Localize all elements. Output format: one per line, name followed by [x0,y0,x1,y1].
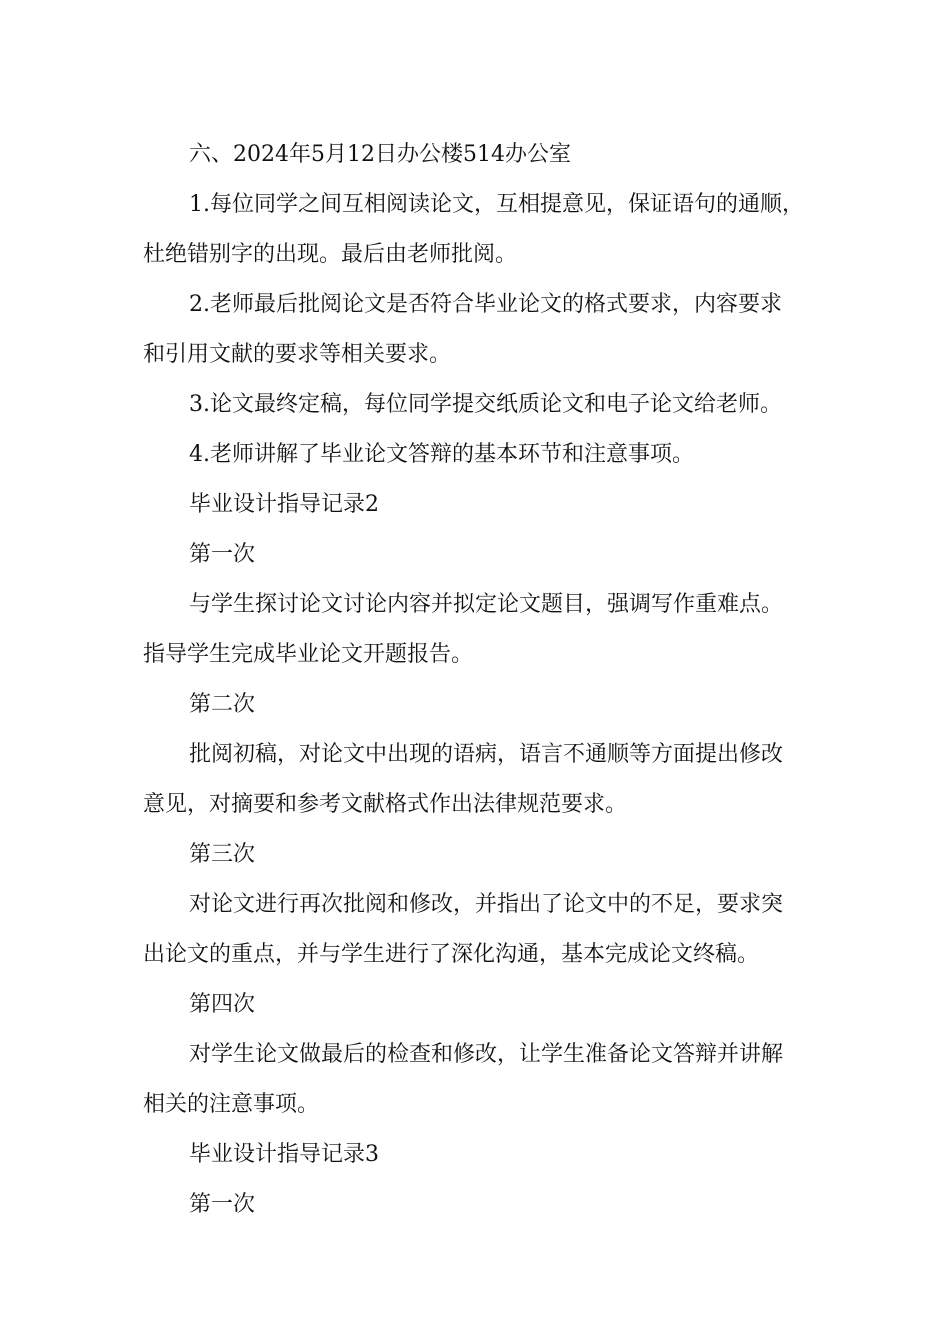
paragraph-line: 对学生论文做最后的检查和修改，让学生准备论文答辩并讲解 [189,1042,784,1067]
paragraph-line: 相关的注意事项。 [143,1092,320,1117]
paragraph-line: 和引用文献的要求等相关要求。 [143,342,452,367]
paragraph-line: 与学生探讨论文讨论内容并拟定论文题目，强调写作重难点。 [189,592,784,617]
paragraph-line: 1.每位同学之间互相阅读论文，互相提意见，保证语句的通顺， [189,192,804,217]
paragraph-line: 批阅初稿，对论文中出现的语病，语言不通顺等方面提出修改 [189,742,784,767]
record-title: 毕业设计指导记录2 [189,492,379,517]
paragraph-line: 3.论文最终定稿，每位同学提交纸质论文和电子论文给老师。 [189,392,782,417]
paragraph-line: 意见，对摘要和参考文献格式作出法律规范要求。 [143,792,628,817]
section-heading-location: 六、2024年5月12日办公楼514办公室 [189,142,571,167]
paragraph-line: 对论文进行再次批阅和修改，并指出了论文中的不足，要求突 [189,892,784,917]
document-body [143,130,813,1230]
paragraph-line: 2.老师最后批阅论文是否符合毕业论文的格式要求，内容要求 [189,292,782,317]
session-heading: 第一次 [189,1192,256,1217]
record-title: 毕业设计指导记录3 [189,1142,379,1167]
paragraph-line: 4.老师讲解了毕业论文答辩的基本环节和注意事项。 [189,442,694,467]
session-heading: 第四次 [189,992,256,1017]
session-heading: 第二次 [189,692,256,717]
paragraph-line: 指导学生完成毕业论文开题报告。 [143,642,474,667]
session-heading: 第三次 [189,842,256,867]
session-heading: 第一次 [189,542,256,567]
paragraph-line: 出论文的重点，并与学生进行了深化沟通，基本完成论文终稿。 [143,942,760,967]
paragraph-line: 杜绝错别字的出现。最后由老师批阅。 [143,242,518,267]
